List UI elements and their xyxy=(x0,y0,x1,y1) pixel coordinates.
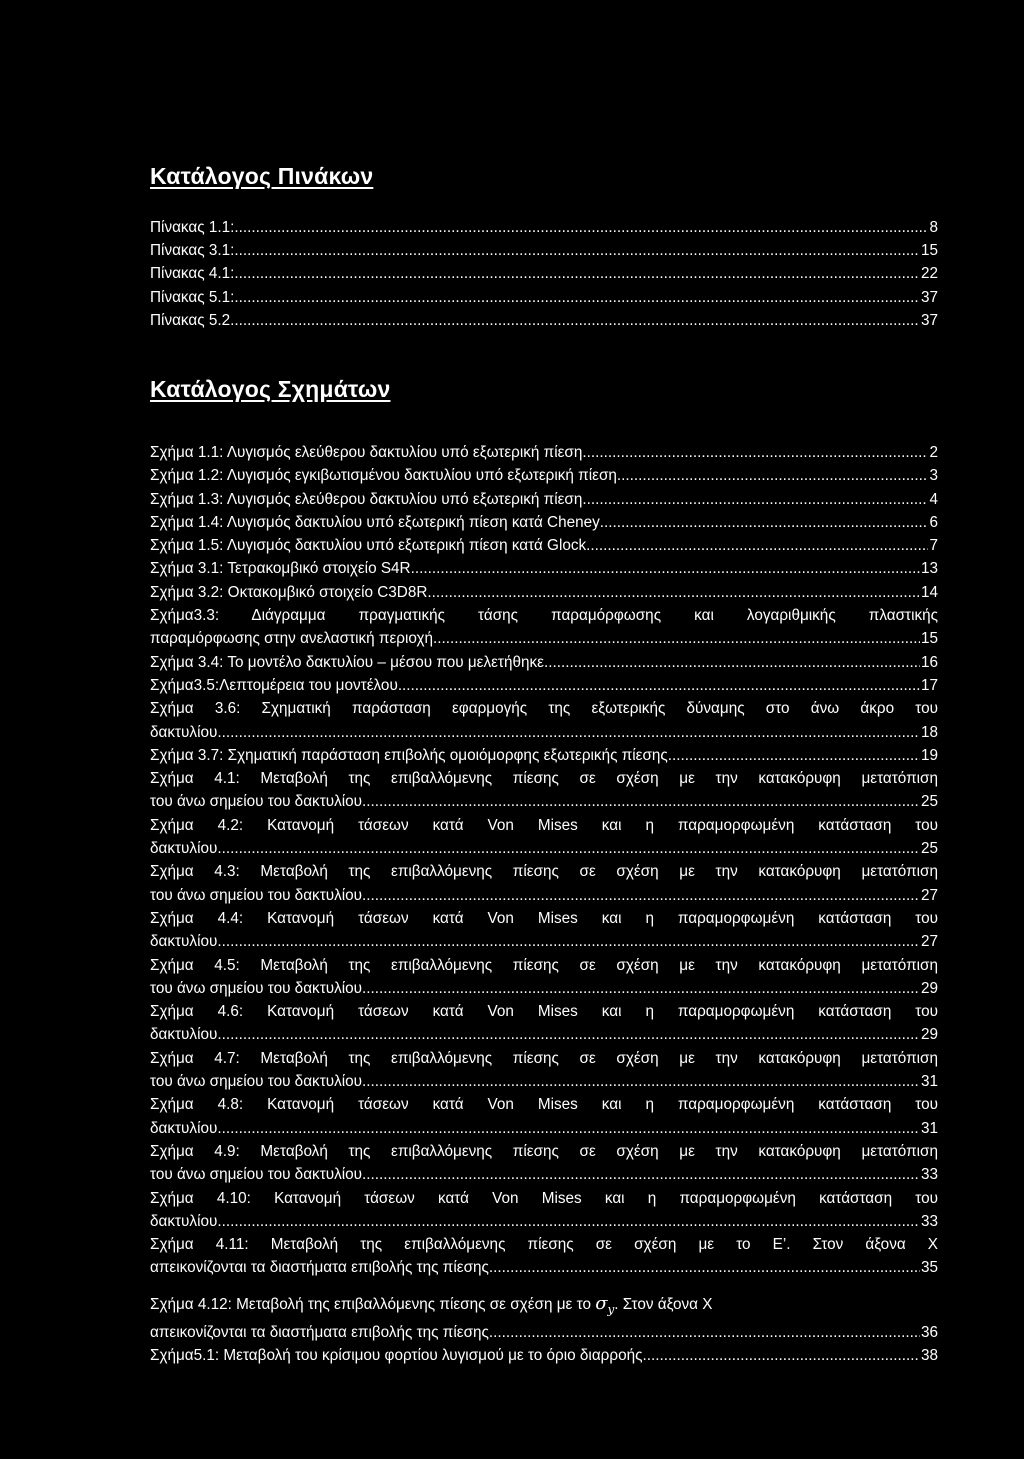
toc-entry-table[interactable] xyxy=(150,239,938,262)
toc-entry-figure[interactable] xyxy=(150,557,938,580)
toc-entry-label: Πίνακας 5.2 xyxy=(150,311,231,329)
toc-entry-text: Σχήμα 4.11: Μεταβολή της επιβαλλόμενης πίεσης σε σχέση με το E’. Στον άξονα Χ xyxy=(150,1236,938,1254)
toc-entry-text: Σχήμα 4.6: Κατανομή τάσεων κατά Von Mises και η παραμορφωμένη κατάσταση του xyxy=(150,1003,938,1021)
toc-entry-label: δακτυλίου. xyxy=(150,933,222,951)
toc-entry-line xyxy=(150,954,938,977)
toc-page-number: 15 xyxy=(920,630,938,648)
dot-leader xyxy=(672,744,920,767)
dot-leader xyxy=(234,286,920,309)
toc-page-number: 31 xyxy=(920,1119,938,1137)
toc-entry-label: Σχήμα3.5:Λεπτομέρεια του μοντέλου xyxy=(150,676,398,694)
toc-entry-line xyxy=(150,907,938,930)
toc-entry-line xyxy=(150,674,938,697)
toc-entry-figure[interactable] xyxy=(150,954,938,1001)
toc-entry-text: Σχήμα3.3: Διάγραμμα πραγματικής τάσης παραμόρφωσης και λογαριθμικής πλαστικής xyxy=(150,607,938,625)
toc-entry-figure[interactable] xyxy=(150,1000,938,1047)
toc-entry-label: Πίνακας 3.1: xyxy=(150,242,235,260)
toc-entry-line xyxy=(150,767,938,790)
toc-entry-line xyxy=(150,1344,938,1367)
toc-entry-line xyxy=(150,860,938,883)
toc-entry-figure[interactable] xyxy=(150,1093,938,1140)
dot-leader xyxy=(493,1321,920,1344)
toc-entry-figure[interactable] xyxy=(150,511,938,534)
toc-entry-line xyxy=(150,511,938,534)
toc-entry-text: Σχήμα 4.12: Μεταβολή της επιβαλλόμενης πίεσης σε σχέση με το xyxy=(150,1295,591,1313)
toc-entry-line xyxy=(150,309,938,332)
toc-entry-text: Σχήμα 4.7: Μεταβολή της επιβαλλόμενης πίεσης σε σχέση με την κατακόρυφη μετατόπιση xyxy=(150,1049,938,1067)
toc-entry-line xyxy=(150,1187,938,1210)
dot-leader xyxy=(427,581,920,604)
dot-leader xyxy=(366,1163,920,1186)
toc-entry-label: δακτυλίου. xyxy=(150,1212,222,1230)
dot-leader xyxy=(586,534,928,557)
toc-entry-label: του άνω σημείου του δακτυλίου. xyxy=(150,886,367,904)
toc-entry-label: Σχήμα 1.5: Λυγισμός δακτυλίου υπό εξωτερική πίεση κατά Glock xyxy=(150,537,587,555)
toc-entry-line xyxy=(150,1023,938,1046)
toc-page-number: 7 xyxy=(929,537,938,555)
dot-leader xyxy=(642,1344,920,1367)
toc-entry-line xyxy=(150,651,938,674)
toc-entry-figure-5-1[interactable] xyxy=(150,1344,938,1367)
toc-page-number: 38 xyxy=(920,1346,938,1364)
toc-entry-text: Σχήμα 4.3: Μεταβολή της επιβαλλόμενης πίεσης σε σχέση με την κατακόρυφη μετατόπιση xyxy=(150,863,938,881)
dot-leader xyxy=(411,557,920,580)
toc-entry-line xyxy=(150,581,938,604)
toc-page-number: 3 xyxy=(929,467,938,485)
sigma-symbol xyxy=(595,1289,614,1325)
toc-page-number: 27 xyxy=(920,886,938,904)
dot-leader xyxy=(366,1070,920,1093)
toc-entry-label: Σχήμα 1.2: Λυγισμός εγκιβωτισμένου δακτυλίου υπό εξωτερική πίεση xyxy=(150,467,617,485)
toc-entry-line xyxy=(150,1256,938,1279)
toc-page-number: 13 xyxy=(920,560,938,578)
toc-entry-line xyxy=(150,239,938,262)
dot-leader xyxy=(234,216,928,239)
toc-page-number: 19 xyxy=(920,746,938,764)
dot-leader xyxy=(234,262,920,285)
toc-entry-line xyxy=(150,697,938,720)
toc-entry-label: Σχήμα 3.4: Το μοντέλο δακτυλίου – μέσου που μελετήθηκε. xyxy=(150,653,549,671)
toc-entry-figure[interactable] xyxy=(150,581,938,604)
dot-leader xyxy=(398,674,920,697)
toc-page-number: 31 xyxy=(920,1073,938,1091)
toc-entry-label: δακτυλίου. xyxy=(150,1026,222,1044)
toc-entry-label: Σχήμα 3.2: Οκτακομβικό στοιχείο C3D8R xyxy=(150,583,428,601)
toc-entry-label: του άνω σημείου του δακτυλίου. xyxy=(150,979,367,997)
toc-page-number: 29 xyxy=(920,1026,938,1044)
dot-leader xyxy=(582,488,928,511)
toc-entry-line xyxy=(150,488,938,511)
dot-leader xyxy=(548,651,920,674)
dot-leader xyxy=(433,627,920,650)
toc-entry-figure[interactable] xyxy=(150,674,938,697)
toc-entry-line xyxy=(150,441,938,464)
dot-leader xyxy=(582,441,928,464)
toc-entry-line xyxy=(150,534,938,557)
toc-entry-line xyxy=(150,1163,938,1186)
toc-entry-figure[interactable] xyxy=(150,1140,938,1187)
toc-entry-line xyxy=(150,1000,938,1023)
dot-leader xyxy=(222,1117,920,1140)
toc-entry-figure[interactable] xyxy=(150,697,938,744)
toc-entry-line xyxy=(150,216,938,239)
toc-entry-figure[interactable] xyxy=(150,1187,938,1234)
toc-page-number: 33 xyxy=(920,1166,938,1184)
dot-leader xyxy=(222,1023,920,1046)
toc-entry-line xyxy=(150,557,938,580)
toc-entry-label: του άνω σημείου του δακτυλίου. xyxy=(150,793,367,811)
toc-entry-label: Σχήμα 1.1: Λυγισμός ελεύθερου δακτυλίου υπό εξωτερική πίεση xyxy=(150,444,583,461)
toc-entry-line xyxy=(150,1047,938,1070)
toc-entry-text: Σχήμα 4.4: Κατανομή τάσεων κατά Von Mises και η παραμορφωμένη κατάσταση του xyxy=(150,909,938,927)
toc-entry-figure[interactable] xyxy=(150,534,938,557)
dot-leader xyxy=(222,930,920,953)
toc-page-number: 17 xyxy=(920,676,938,694)
toc-entry-label: Σχήμα 1.3: Λυγισμός ελεύθερου δακτυλίου υπό εξωτερική πίεση xyxy=(150,490,583,508)
toc-entry-line xyxy=(150,1093,938,1116)
toc-entry-label: Σχήμα 3.7: Σχηματική παράσταση επιβολής ομοιόμορφης εξωτερικής πίεσης. xyxy=(150,746,673,764)
toc-entry-line xyxy=(150,814,938,837)
toc-entry-text: Σχήμα 4.10: Κατανομή τάσεων κατά Von Mises και η παραμορφωμένη κατάσταση του xyxy=(150,1189,938,1207)
toc-entry-figure[interactable] xyxy=(150,1047,938,1094)
toc-entry-line xyxy=(150,286,938,309)
toc-entry-line xyxy=(150,930,938,953)
toc-entry-text: Σχήμα 4.9: Μεταβολή της επιβαλλόμενης πίεσης σε σχέση με την κατακόρυφη μετατόπιση xyxy=(150,1142,938,1160)
toc-entry-label: Πίνακας 4.1: xyxy=(150,265,235,283)
toc-entry-line xyxy=(150,1117,938,1140)
toc-entry-text: Σχήμα 4.1: Μεταβολή της επιβαλλόμενης πίεσης σε σχέση με την κατακόρυφη μετατόπιση xyxy=(150,770,938,788)
toc-page-number: 15 xyxy=(920,242,938,260)
toc-entry-figure[interactable] xyxy=(150,464,938,487)
toc-page-number: 25 xyxy=(920,793,938,811)
toc-page-number: 2 xyxy=(929,444,938,461)
toc-entry-line xyxy=(150,262,938,285)
toc-entry-figure[interactable] xyxy=(150,860,938,907)
dot-leader xyxy=(222,837,920,860)
toc-entry-figure[interactable] xyxy=(150,767,938,814)
toc-page-number: 4 xyxy=(929,490,938,508)
toc-entry-line xyxy=(150,1210,938,1233)
dot-leader xyxy=(493,1256,920,1279)
toc-entry-figure[interactable] xyxy=(150,814,938,861)
toc-entry-figure-4-12[interactable] xyxy=(150,1289,938,1344)
toc-entry-line xyxy=(150,464,938,487)
toc-entry-label: Σχήμα5.1: Μεταβολή του κρίσιμου φορτίου λυγισμού με το όριο διαρροής xyxy=(150,1346,643,1364)
toc-page-number: 22 xyxy=(920,265,938,283)
toc-entry-label: Πίνακας 1.1: xyxy=(150,219,235,236)
toc-entry-text: Σχήμα 4.2: Κατανομή τάσεων κατά Von Mises και η παραμορφωμένη κατάσταση του xyxy=(150,816,938,834)
dot-leader xyxy=(366,977,920,1000)
dot-leader xyxy=(617,464,929,487)
toc-entry-label: του άνω σημείου του δακτυλίου. xyxy=(150,1073,367,1091)
toc-page-number: 35 xyxy=(920,1259,938,1277)
dot-leader xyxy=(234,239,920,262)
toc-entry-line xyxy=(150,604,938,627)
toc-page-number: 18 xyxy=(920,723,938,741)
toc-entry-table[interactable] xyxy=(150,286,938,309)
toc-entry-label: του άνω σημείου του δακτυλίου. xyxy=(150,1166,367,1184)
toc-entry-text: Σχήμα 4.5: Μεταβολή της επιβαλλόμενης πίεσης σε σχέση με την κατακόρυφη μετατόπιση xyxy=(150,956,938,974)
toc-page-number: 8 xyxy=(929,219,938,236)
toc-page-number: 33 xyxy=(920,1212,938,1230)
toc-entry-table[interactable] xyxy=(150,262,938,285)
toc-entry-line xyxy=(150,884,938,907)
dot-leader xyxy=(366,884,920,907)
dot-leader xyxy=(366,790,920,813)
toc-entry-line xyxy=(150,837,938,860)
toc-entry-figure[interactable] xyxy=(150,907,938,954)
toc-entry-label: δακτυλίου. xyxy=(150,840,222,858)
toc-entry-label: δακτυλίου. xyxy=(150,1119,222,1137)
dot-leader xyxy=(217,721,920,744)
toc-page-number: 37 xyxy=(920,288,938,306)
toc-entry-line xyxy=(150,1289,938,1319)
list-of-tables xyxy=(150,216,938,332)
toc-entry-label: παραμόρφωσης στην ανελαστική περιοχή xyxy=(150,630,434,648)
toc-entry-label: απεικονίζονται τα διαστήματα επιβολής της πίεσης. xyxy=(150,1323,494,1341)
toc-entry-line xyxy=(150,1233,938,1256)
toc-entry-label: Σχήμα 1.4: Λυγισμός δακτυλίου υπό εξωτερική πίεση κατά Cheney xyxy=(150,513,600,531)
toc-entry-label: Σχήμα 3.1: Τετρακομβικό στοιχείο S4R xyxy=(150,560,411,578)
toc-page-number: 14 xyxy=(920,583,938,601)
toc-entry-figure[interactable] xyxy=(150,651,938,674)
toc-entry-line xyxy=(150,1321,938,1344)
sigma-letter: σ xyxy=(595,1292,608,1314)
toc-page-number: 27 xyxy=(920,933,938,951)
toc-entry-line xyxy=(150,1070,938,1093)
toc-entry-label: δακτυλίου xyxy=(150,723,218,741)
toc-page-number: 25 xyxy=(920,840,938,858)
toc-entry-figure[interactable] xyxy=(150,488,938,511)
toc-page-number: 37 xyxy=(920,311,938,329)
toc-page-number: 6 xyxy=(929,513,938,531)
toc-entry-text-suffix: . Στον άξονα Χ xyxy=(614,1295,713,1313)
dot-leader xyxy=(600,511,929,534)
toc-entry-table[interactable] xyxy=(150,216,938,239)
toc-page-number: 16 xyxy=(920,653,938,671)
toc-entry-figure[interactable] xyxy=(150,1233,938,1280)
toc-entry-figure[interactable] xyxy=(150,441,938,464)
sigma-subscript: y xyxy=(607,1302,615,1317)
toc-entry-figure[interactable] xyxy=(150,744,938,767)
toc-entry-text: Σχήμα 4.8: Κατανομή τάσεων κατά Von Mises και η παραμορφωμένη κατάσταση του xyxy=(150,1096,938,1114)
list-of-figures-heading: Κατάλογος Σχημάτων xyxy=(150,376,391,402)
toc-entry-label: Πίνακας 5.1: xyxy=(150,288,235,306)
list-of-tables-heading: Κατάλογος Πινάκων xyxy=(150,163,374,189)
toc-entry-label: απεικονίζονται τα διαστήματα επιβολής της πίεσης. xyxy=(150,1259,494,1277)
toc-entry-line xyxy=(150,627,938,650)
toc-entry-line xyxy=(150,721,938,744)
toc-entry-line xyxy=(150,790,938,813)
toc-entry-line xyxy=(150,1140,938,1163)
toc-entry-table[interactable] xyxy=(150,309,938,332)
toc-entry-text: Σχήμα 3.6: Σχηματική παράσταση εφαρμογής της εξωτερικής δύναμης στο άνω άκρο του xyxy=(150,700,938,718)
toc-page-number: 36 xyxy=(920,1323,938,1341)
dot-leader xyxy=(222,1210,920,1233)
toc-page-number: 29 xyxy=(920,979,938,997)
toc-entry-line xyxy=(150,977,938,1000)
toc-entry-figure[interactable] xyxy=(150,604,938,651)
list-of-figures xyxy=(150,441,938,1367)
toc-entry-line xyxy=(150,744,938,767)
dot-leader xyxy=(230,309,920,332)
